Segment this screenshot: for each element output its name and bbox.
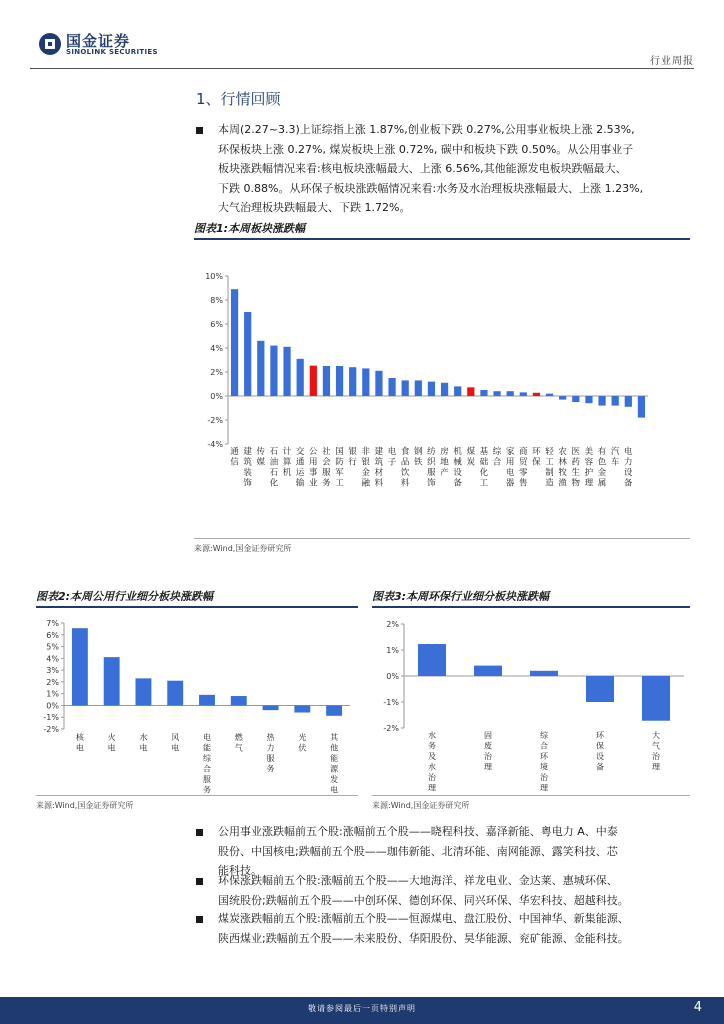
category-label: 通信 [230, 447, 239, 468]
bar [402, 380, 409, 396]
logo-text-cn: 国金证券 [66, 32, 131, 50]
figure1-top-rule [194, 238, 690, 240]
y-tick-label: 5% [46, 642, 59, 652]
bullet-line: 陕西煤业;跌幅前五个股——未来股份、华阳股份、昊华能源、兖矿能源、金能科技。 [218, 931, 629, 945]
y-tick-label: 10% [205, 272, 223, 281]
figure3-source: 来源:Wind,国金证券研究所 [372, 801, 470, 810]
figure2-bottom-rule [36, 795, 358, 796]
intro-line: 本周(2.27~3.3)上证综指上涨 1.87%,创业板下跌 0.27%,公用事业板块上涨 2.53%, [218, 123, 635, 136]
figure2-top-rule [36, 606, 358, 608]
figure3-top-rule [372, 606, 690, 608]
category-label: 建筑材料 [374, 447, 384, 489]
category-label: 煤炭 [466, 447, 476, 468]
category-label: 纺织服饰 [427, 447, 436, 489]
bar [428, 382, 435, 396]
category-label: 热力服务 [266, 733, 275, 774]
category-label: 水电 [139, 733, 148, 753]
environmental-subsector-chart [372, 614, 690, 796]
category-label: 建筑装饰 [243, 447, 252, 489]
bar [231, 696, 247, 705]
bar [642, 676, 670, 721]
y-tick-label: 4% [210, 344, 223, 353]
y-tick-label: -1% [43, 713, 59, 723]
category-label: 国防军工 [335, 447, 344, 489]
bar [362, 368, 369, 396]
y-tick-label: 6% [210, 320, 223, 329]
category-label: 电子 [387, 447, 397, 468]
bar [467, 387, 474, 396]
bar [263, 705, 279, 710]
bar [136, 678, 152, 705]
y-tick-label: 1% [46, 689, 59, 699]
bar [441, 383, 448, 396]
bar [104, 657, 120, 705]
bar [418, 644, 446, 676]
bullet-line: 国统股份;跌幅前五个股——中创环保、德创环保、同兴环保、华宏科技、超越科技。 [218, 893, 629, 907]
category-label: 机械设备 [453, 447, 462, 489]
bar [72, 628, 88, 705]
bullet-line: 能科技。 [218, 864, 262, 877]
y-tick-label: -2% [207, 416, 223, 425]
bar [167, 681, 183, 706]
bar [625, 396, 632, 407]
y-tick-label: 2% [210, 368, 223, 377]
bar [585, 396, 592, 403]
bar [572, 396, 579, 402]
bar [507, 391, 514, 396]
category-label: 核电 [75, 733, 84, 753]
bar [297, 359, 304, 396]
figure2-title: 图表2:本周公用行业细分板块涨跌幅 [36, 590, 214, 603]
bar [546, 394, 553, 396]
bar [257, 341, 264, 396]
bar [480, 390, 487, 396]
bar [533, 393, 540, 396]
category-label: 食品饮料 [400, 447, 410, 489]
category-label: 公用事业 [309, 447, 318, 489]
intro-paragraph [218, 120, 698, 218]
utilities-subsector-chart [36, 614, 358, 796]
bullet-marker [196, 127, 203, 134]
y-tick-label: -4% [207, 440, 223, 449]
bar [612, 396, 619, 406]
bullet-line: 环保涨跌幅前五个股:涨幅前五个股——大地海洋、祥龙电业、金达莱、惠城环保、 [218, 874, 618, 887]
bar [454, 386, 461, 396]
bullet-line: 公用事业涨跌幅前五个股:涨幅前五个股——晓程科技、嘉泽新能、粤电力 A、中泰 [218, 825, 618, 838]
bar [244, 312, 251, 396]
category-label: 电力设备 [624, 447, 633, 489]
category-label: 燃气 [234, 733, 243, 753]
category-label: 钢铁 [414, 447, 423, 468]
category-label: 风电 [171, 733, 180, 753]
intro-line: 板块涨跌幅情况来看:核电板块涨幅最大、上涨 6.56%,其他能源发电板块跌幅最大、 [218, 162, 627, 175]
y-tick-label: 2% [386, 620, 399, 629]
figure3-bottom-rule [372, 795, 690, 796]
category-label: 光伏 [298, 733, 307, 753]
category-label: 环保设备 [596, 731, 604, 772]
category-label: 轻工制造 [545, 447, 554, 489]
y-tick-label: 8% [210, 296, 223, 305]
y-tick-label: 4% [46, 654, 59, 664]
category-label: 交通运输 [295, 447, 305, 489]
bar [388, 378, 395, 396]
bar [294, 705, 310, 712]
bar [559, 396, 566, 400]
figure1-bottom-rule [194, 538, 690, 539]
category-label: 计算机 [282, 447, 292, 478]
sector-performance-chart [194, 262, 654, 502]
bullet-marker [196, 829, 203, 836]
coal-top-stocks [218, 909, 698, 948]
category-label: 家用电器 [505, 447, 515, 489]
y-tick-label: 7% [46, 619, 59, 628]
category-label: 商贸零售 [519, 447, 528, 489]
bar [310, 366, 317, 396]
y-tick-label: -2% [43, 725, 59, 734]
bar [415, 380, 422, 396]
bar [598, 396, 605, 406]
category-label: 电能综合服务 [203, 733, 211, 795]
bar [586, 676, 614, 702]
bar [326, 705, 342, 715]
bullet-line: 煤炭涨跌幅前五个股:涨幅前五个股——恒源煤电、盘江股份、中国神华、新集能源、 [218, 912, 629, 925]
category-label: 非银金融 [361, 447, 371, 489]
category-label: 火电 [107, 733, 116, 753]
bar [349, 367, 356, 396]
intro-line: 环保板块上涨 0.27%, 煤炭板块上涨 0.72%, 碳中和板块下跌 0.50%。从公用事业子 [218, 142, 634, 156]
bar [231, 289, 238, 396]
y-tick-label: 3% [46, 666, 59, 676]
sinolink-logo-icon [38, 32, 62, 56]
y-tick-label: 0% [210, 392, 223, 401]
category-label: 美容护理 [584, 447, 594, 489]
bar [530, 671, 558, 676]
figure1-title: 图表1:本周板块涨跌幅 [194, 222, 306, 235]
intro-line: 下跌 0.88%。从环保子板块涨跌幅情况来看:水务及水治理板块涨幅最大、上涨 1.23%, [218, 181, 644, 195]
bar [474, 666, 502, 676]
category-label: 其他能源发电 [330, 733, 339, 795]
category-label: 基础化工 [479, 447, 489, 489]
y-tick-label: -1% [383, 698, 399, 707]
category-label: 大气治理 [652, 731, 660, 772]
bar [199, 695, 215, 706]
category-label: 固废治理 [484, 731, 492, 772]
bar [336, 366, 343, 396]
bullet-marker [196, 878, 203, 885]
bar [375, 371, 382, 396]
y-tick-label: 2% [46, 677, 59, 687]
category-label: 银行 [348, 447, 357, 468]
bar [638, 396, 645, 418]
bar [270, 346, 277, 396]
figure1-source: 来源:Wind,国金证券研究所 [194, 544, 292, 553]
y-tick-label: 6% [46, 630, 59, 640]
category-label: 石油石化 [269, 447, 279, 489]
section-title: 1、行情回顾 [196, 90, 281, 108]
category-label: 有色金属 [597, 447, 607, 489]
figure3-title: 图表3:本周环保行业细分板块涨跌幅 [372, 590, 550, 603]
category-label: 医药生物 [571, 447, 581, 489]
intro-line: 大气治理板块跌幅最大、下跌 1.72%。 [218, 201, 411, 214]
header-divider [30, 68, 694, 69]
bar [493, 391, 500, 396]
category-label: 综合 [492, 447, 502, 468]
category-label: 汽车 [610, 447, 620, 468]
y-tick-label: -2% [383, 724, 399, 733]
category-label: 水务及水治理 [428, 731, 436, 793]
category-label: 房地产 [440, 447, 449, 478]
category-label: 环保 [532, 447, 541, 468]
category-label: 综合环境治理 [540, 731, 548, 793]
bullet-line: 股份、中国核电;跌幅前五个股——珈伟新能、北清环能、南网能源、露笑科技、芯 [218, 844, 618, 858]
bar [283, 347, 290, 396]
bar [323, 366, 330, 396]
logo-text-en: SINOLINK SECURITIES [66, 48, 158, 56]
bullet-marker [196, 916, 203, 923]
page-number: 4 [693, 1000, 702, 1015]
category-label: 农林牧渔 [558, 447, 567, 489]
bar [520, 392, 527, 396]
y-tick-label: 0% [46, 701, 59, 711]
environmental-top-stocks [218, 871, 698, 910]
y-tick-label: 0% [386, 672, 399, 681]
y-tick-label: 1% [386, 646, 399, 655]
category-label: 传媒 [256, 447, 266, 468]
report-type-label: 行业周报 [650, 56, 694, 67]
figure2-source: 来源:Wind,国金证券研究所 [36, 801, 134, 810]
category-label: 社会服务 [322, 447, 331, 489]
footer-disclaimer: 敬请参阅最后一页特别声明 [308, 1004, 416, 1013]
